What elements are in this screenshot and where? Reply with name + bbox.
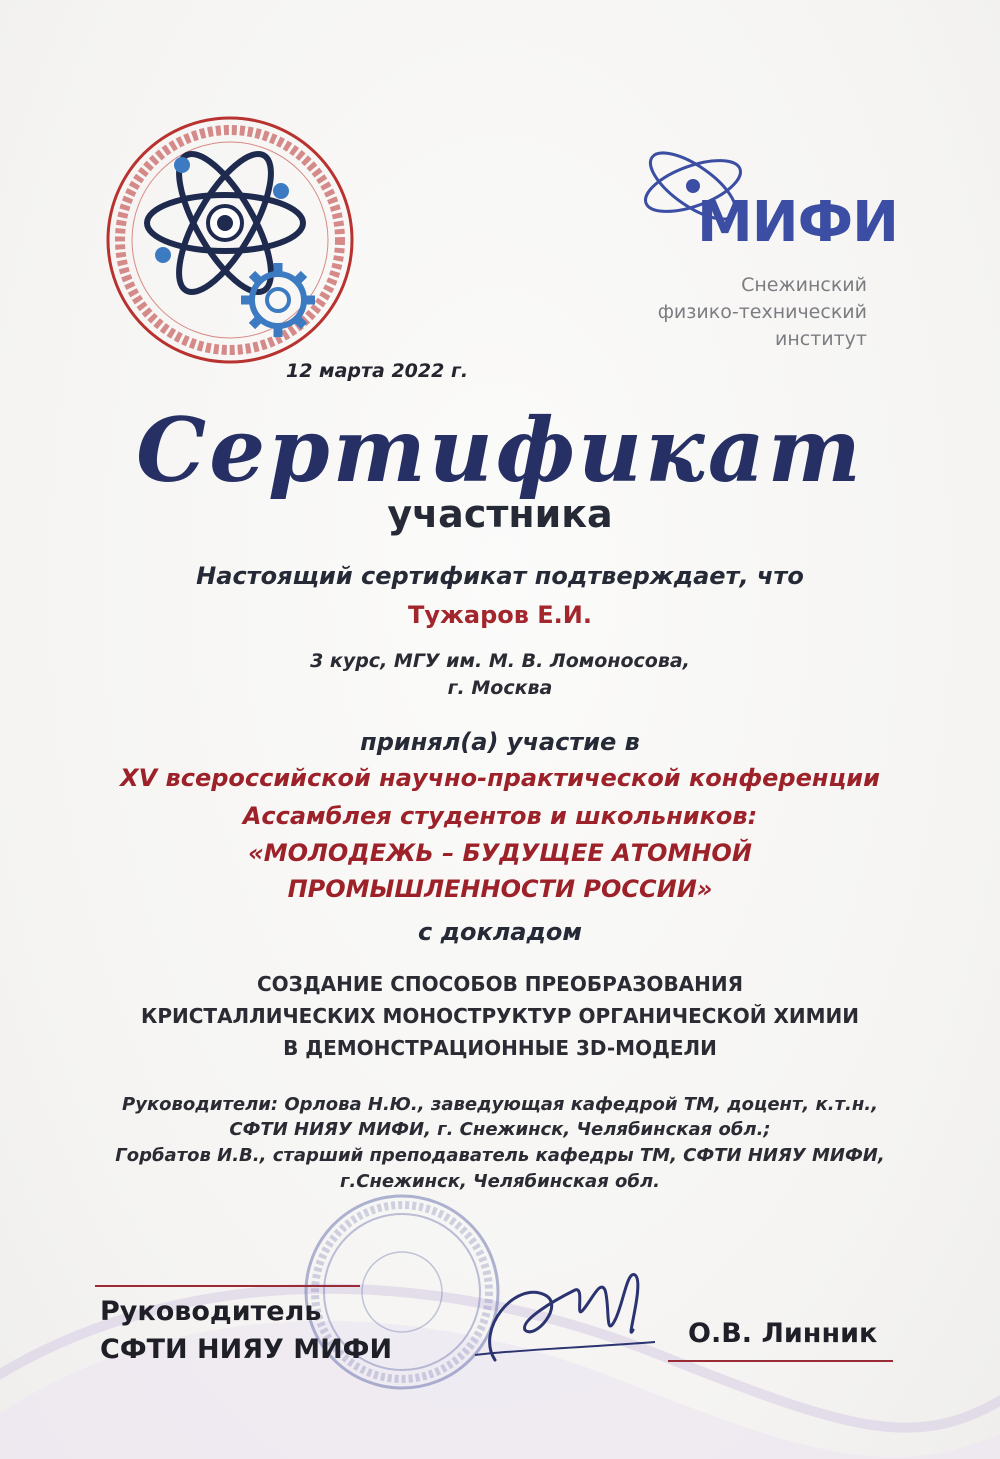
institute-name-line-3: институт	[774, 328, 867, 350]
recipient-name: Тужаров Е.И.	[407, 601, 593, 629]
handwritten-signature	[455, 1250, 665, 1390]
conference-line-2: Ассамблея студентов и школьников:	[242, 802, 758, 830]
conference-seal-logo	[85, 95, 375, 385]
mifi-wordmark: МИФИ	[697, 190, 898, 255]
supervisors-line-4: г.Снежинск, Челябинская обл.	[340, 1171, 660, 1192]
signature-line-right	[668, 1360, 893, 1362]
supervisors-line-1: Руководители: Орлова Н.Ю., заведующая кафедрой ТМ, доцент, к.т.н.,	[122, 1094, 878, 1115]
report-label: с докладом	[417, 918, 582, 946]
footer-position-line-1: Руководитель	[100, 1296, 322, 1327]
report-title-line-1: СОЗДАНИЕ СПОСОБОВ ПРЕОБРАЗОВАНИЯ	[256, 972, 744, 996]
supervisors-line-2: СФТИ НИЯУ МИФИ, г. Снежинск, Челябинская обл.;	[229, 1119, 771, 1140]
certificate-subtitle: участника	[387, 492, 613, 536]
institute-name-line-1: Снежинский	[741, 274, 867, 296]
certificate-title: Сертификат	[136, 398, 864, 502]
signatory-name: О.В. Линник	[688, 1318, 878, 1349]
report-title-line-2: КРИСТАЛЛИЧЕСКИХ МОНОСТРУКТУР ОРГАНИЧЕСКОЙ ХИМИИ	[141, 1004, 859, 1028]
event-date: 12 марта 2022 г.	[286, 360, 469, 382]
report-title-line-3: В ДЕМОНСТРАЦИОННЫЕ 3D-МОДЕЛИ	[283, 1036, 717, 1060]
affiliation-line-2: г. Москва	[447, 677, 553, 699]
conference-line-3: «МОЛОДЕЖЬ – БУДУЩЕЕ АТОМНОЙ	[248, 839, 752, 867]
supervisors-line-3: Горбатов И.В., старший преподаватель кафедры ТМ, СФТИ НИЯУ МИФИ,	[115, 1145, 885, 1166]
confirm-text: Настоящий сертификат подтверждает, что	[196, 562, 804, 590]
conference-line-1: XV всероссийской научно-практической конференции	[120, 764, 880, 792]
affiliation-line-1: 3 курс, МГУ им. М. В. Ломоносова,	[310, 650, 690, 672]
conference-line-4: ПРОМЫШЛЕННОСТИ РОССИИ»	[287, 875, 713, 903]
institute-name-line-2: физико-технический	[657, 301, 867, 323]
participation-text: принял(а) участие в	[360, 728, 640, 756]
signature-line-left	[95, 1285, 360, 1287]
footer-position-line-2: СФТИ НИЯУ МИФИ	[100, 1334, 393, 1365]
